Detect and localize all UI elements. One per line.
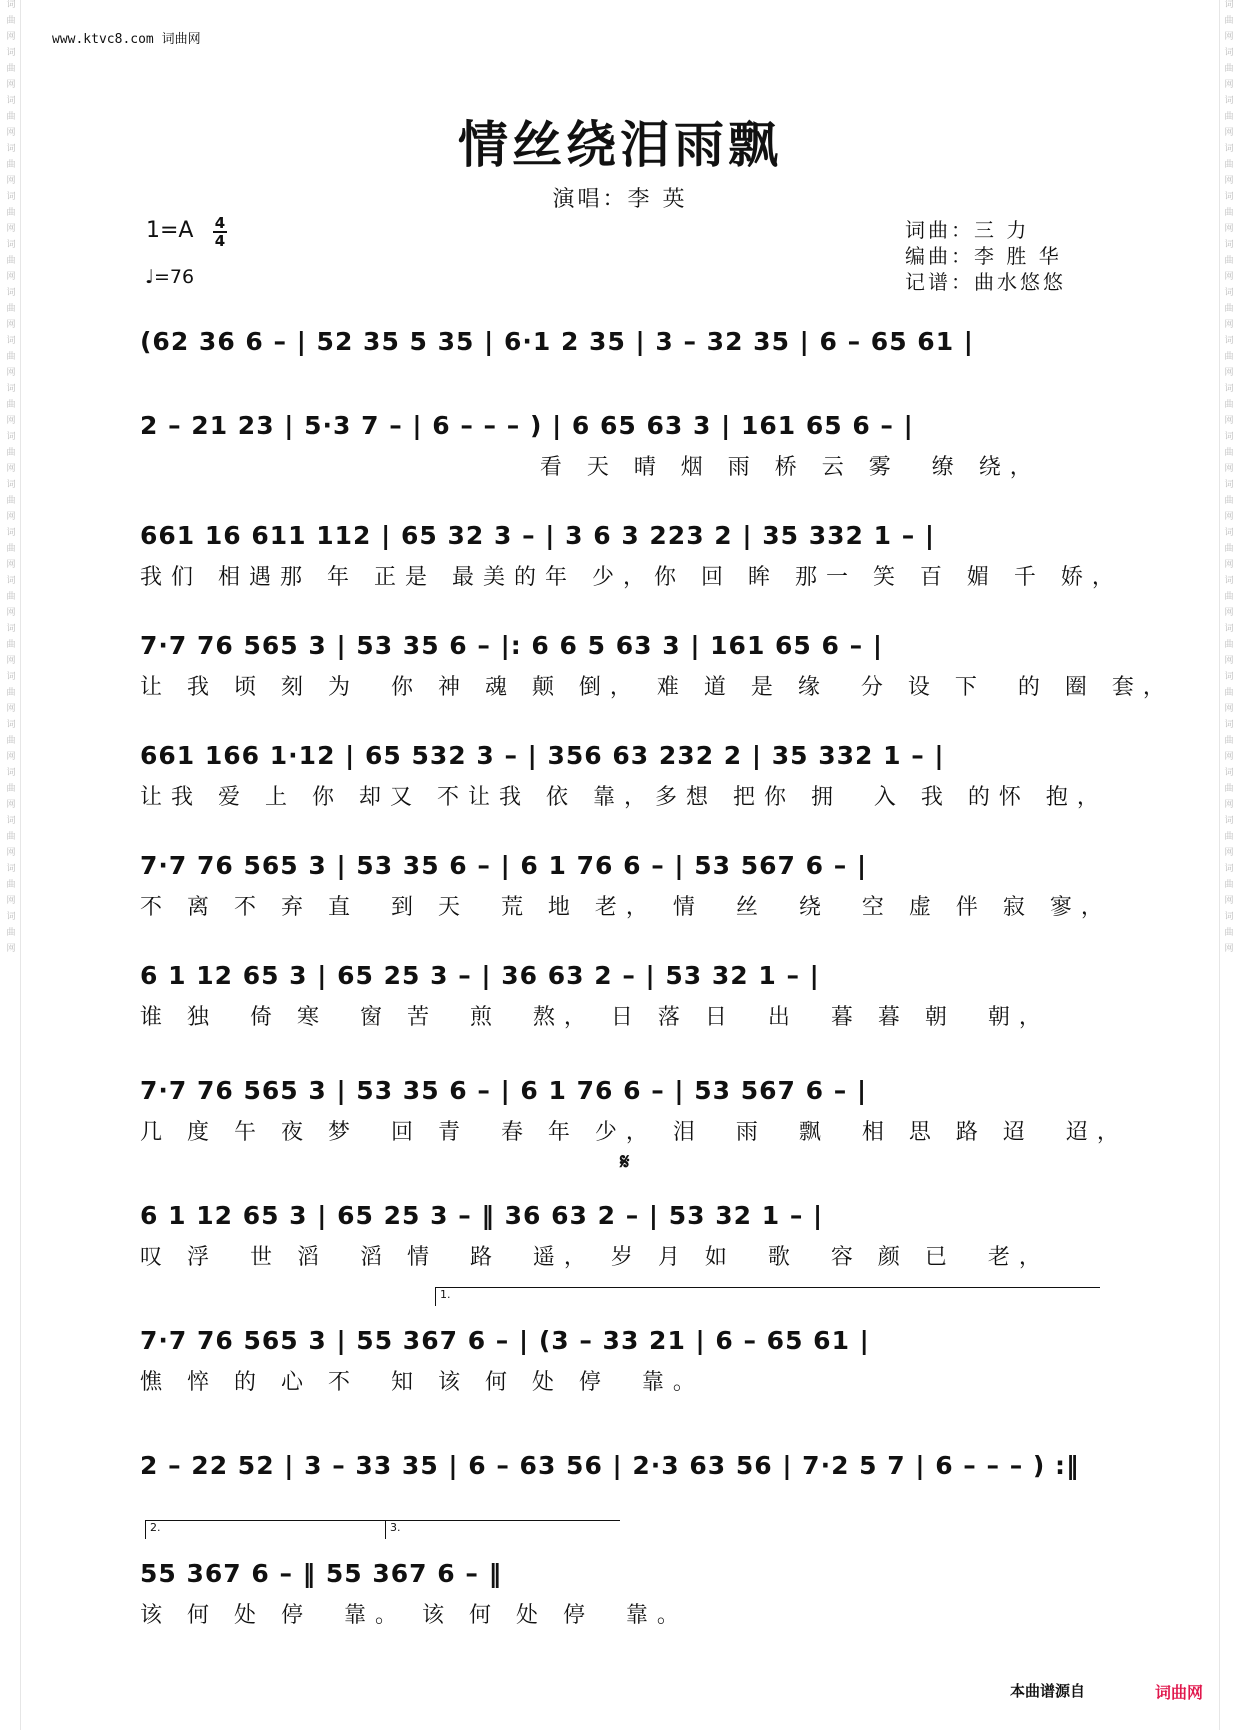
watermark-char: 网	[1224, 224, 1234, 234]
watermark-char: 词	[6, 720, 16, 730]
watermark-char: 词	[1224, 0, 1234, 10]
watermark-char: 词	[6, 96, 16, 106]
watermark-char: 网	[1224, 896, 1234, 906]
watermark-char: 曲	[6, 352, 16, 362]
watermark-char: 网	[1224, 464, 1234, 474]
watermark-char: 曲	[1224, 64, 1234, 74]
watermark-char: 曲	[1224, 448, 1234, 458]
watermark-char: 曲	[1224, 640, 1234, 650]
watermark-char: 网	[6, 80, 16, 90]
lyrics-line: 让我 爱 上 你 却又 不让我 依 靠，多想 把你 拥 入 我 的怀 抱，	[140, 785, 1108, 810]
score-system-8	[140, 1055, 1128, 1160]
watermark-char: 曲	[1224, 304, 1234, 314]
lyrics-line: 几 度 午 夜 梦 回 青 春 年 少， 泪 雨 飘 相 思 路 迢 迢，	[140, 1120, 1128, 1145]
right-watermark-strip	[1219, 0, 1238, 1730]
watermark-char: 网	[1224, 608, 1234, 618]
notation-line: 661 16 611 112 | 65 32 3 – | 3 6 3 223 2 | 35 332 1 – |	[140, 521, 936, 550]
watermark-char: 词	[6, 48, 16, 58]
watermark-char: 网	[6, 896, 16, 906]
tempo-marking: ♩=76	[145, 266, 195, 288]
watermark-char: 词	[6, 288, 16, 298]
notation-line: 6 1 12 65 3 | 65 25 3 – | 36 63 2 – | 53 32 1 – |	[140, 961, 820, 990]
watermark-char: 网	[6, 464, 16, 474]
watermark-char: 网	[6, 704, 16, 714]
watermark-char: 网	[6, 416, 16, 426]
notation-line: 661 166 1·12 | 65 532 3 – | 356 63 232 2 | 35 332 1 – |	[140, 741, 945, 770]
footer-site-logo[interactable]: 词曲网	[1155, 1683, 1204, 1702]
watermark-char: 网	[1224, 944, 1234, 954]
watermark-char: 网	[1224, 176, 1234, 186]
notation-line: 7·7 76 565 3 | 53 35 6 – |: 6 6 5 63 3 | 161 65 6 – |	[140, 631, 883, 660]
watermark-char: 词	[6, 528, 16, 538]
key-signature: 1=A	[146, 218, 194, 243]
lyrics-line: 叹 浮 世 滔 滔 情 路 遥， 岁 月 如 歌 容 颜 已 老，	[140, 1245, 1050, 1270]
watermark-char: 曲	[1224, 736, 1234, 746]
score-system-7	[140, 940, 1095, 1045]
watermark-char: 曲	[6, 832, 16, 842]
watermark-char: 曲	[6, 208, 16, 218]
watermark-char: 网	[1224, 848, 1234, 858]
watermark-char: 词	[6, 672, 16, 682]
watermark-char: 词	[6, 336, 16, 346]
watermark-char: 网	[1224, 416, 1234, 426]
watermark-char: 网	[6, 656, 16, 666]
watermark-char: 词	[1224, 720, 1234, 730]
watermark-char: 网	[1224, 512, 1234, 522]
score-system-2	[140, 390, 1095, 495]
watermark-char: 网	[6, 560, 16, 570]
watermark-char: 词	[1224, 144, 1234, 154]
site-url[interactable]: www.ktvc8.com 词曲网	[52, 32, 201, 47]
watermark-char: 网	[6, 368, 16, 378]
watermark-char: 网	[1224, 32, 1234, 42]
watermark-char: 词	[1224, 864, 1234, 874]
lyrics-line: 看 天 晴 烟 雨 桥 云 雾 缭 绕，	[140, 455, 1041, 480]
watermark-char: 网	[6, 272, 16, 282]
watermark-char: 词	[6, 624, 16, 634]
score-system-9	[140, 1180, 1095, 1285]
watermark-char: 词	[1224, 96, 1234, 106]
watermark-char: 词	[1224, 624, 1234, 634]
watermark-char: 词	[1224, 576, 1234, 586]
score-system-4	[140, 610, 1174, 715]
time-sig-bottom: 4	[214, 232, 226, 250]
notation-line: 7·7 76 565 3 | 55 367 6 – | (3 – 33 21 | 6 – 65 61 |	[140, 1326, 870, 1355]
watermark-char: 曲	[1224, 496, 1234, 506]
watermark-char: 曲	[6, 496, 16, 506]
credit-lyricist: 词曲：三 力	[905, 218, 1030, 242]
footer-source-label: 本曲谱源自	[1010, 1682, 1086, 1700]
watermark-char: 网	[1224, 272, 1234, 282]
watermark-char: 曲	[1224, 208, 1234, 218]
watermark-char: 网	[6, 512, 16, 522]
watermark-char: 词	[1224, 528, 1234, 538]
notation-line: 7·7 76 565 3 | 53 35 6 – | 6 1 76 6 – | 53 567 6 – |	[140, 851, 868, 880]
watermark-char: 曲	[1224, 400, 1234, 410]
watermark-char: 曲	[1224, 928, 1234, 938]
notation-line: 2 – 21 23 | 5·3 7 – | 6 – – – ) | 6 65 63 3 | 161 65 6 – |	[140, 411, 914, 440]
watermark-char: 曲	[1224, 256, 1234, 266]
watermark-char: 词	[1224, 240, 1234, 250]
volta-3: 3.	[385, 1520, 620, 1539]
watermark-char: 曲	[1224, 112, 1234, 122]
lyrics-line: 憔 悴 的 心 不 知 该 何 处 停 靠。	[140, 1370, 704, 1395]
watermark-char: 网	[1224, 368, 1234, 378]
watermark-char: 词	[6, 480, 16, 490]
watermark-char: 词	[6, 192, 16, 202]
watermark-char: 网	[1224, 704, 1234, 714]
watermark-char: 曲	[6, 880, 16, 890]
segno-sign: 𝄋	[620, 1150, 630, 1175]
watermark-char: 曲	[6, 736, 16, 746]
watermark-char: 词	[1224, 288, 1234, 298]
watermark-char: 网	[1224, 752, 1234, 762]
watermark-char: 网	[1224, 320, 1234, 330]
watermark-char: 词	[1224, 672, 1234, 682]
watermark-char: 曲	[1224, 16, 1234, 26]
watermark-char: 网	[6, 608, 16, 618]
singer-line: 演唱：李 英	[552, 187, 688, 212]
watermark-char: 曲	[6, 688, 16, 698]
lyrics-line: 不 离 不 弃 直 到 天 荒 地 老， 情 丝 绕 空 虚 伴 寂 寥，	[140, 895, 1112, 920]
watermark-char: 网	[6, 848, 16, 858]
volta-2: 2.	[145, 1520, 385, 1539]
watermark-char: 曲	[6, 640, 16, 650]
credit-arranger: 编曲：李 胜 华	[905, 244, 1062, 268]
watermark-char: 曲	[1224, 832, 1234, 842]
watermark-char: 曲	[6, 544, 16, 554]
watermark-char: 词	[6, 0, 16, 10]
notation-line: (62 36 6 – | 52 35 5 35 | 6·1 2 35 | 3 – 32 35 | 6 – 65 61 |	[140, 327, 974, 356]
watermark-char: 曲	[1224, 592, 1234, 602]
watermark-char: 网	[6, 32, 16, 42]
watermark-char: 曲	[1224, 880, 1234, 890]
watermark-char: 词	[6, 816, 16, 826]
credit-transcriber: 记谱：曲水悠悠	[905, 270, 1066, 294]
watermark-char: 曲	[6, 304, 16, 314]
watermark-char: 曲	[1224, 688, 1234, 698]
watermark-char: 网	[1224, 560, 1234, 570]
song-title: 情丝绕泪雨飘	[458, 115, 782, 174]
watermark-char: 网	[1224, 800, 1234, 810]
watermark-char: 词	[6, 864, 16, 874]
watermark-char: 网	[6, 800, 16, 810]
watermark-char: 曲	[6, 160, 16, 170]
watermark-char: 网	[6, 176, 16, 186]
volta-1: 1.	[435, 1287, 1100, 1306]
watermark-char: 词	[1224, 192, 1234, 202]
watermark-char: 曲	[6, 400, 16, 410]
watermark-char: 网	[6, 320, 16, 330]
watermark-char: 词	[1224, 336, 1234, 346]
lyrics-line: 该 何 处 停 靠。 该 何 处 停 靠。	[140, 1603, 688, 1628]
watermark-char: 曲	[6, 784, 16, 794]
watermark-char: 词	[1224, 912, 1234, 922]
watermark-char: 词	[6, 240, 16, 250]
watermark-char: 词	[1224, 480, 1234, 490]
watermark-char: 词	[1224, 48, 1234, 58]
watermark-char: 曲	[1224, 544, 1234, 554]
lyrics-line: 我们 相遇那 年 正是 最美的年 少，你 回 眸 那一 笑 百 媚 千 娇，	[140, 565, 1123, 590]
watermark-char: 曲	[6, 592, 16, 602]
lyrics-line: 谁 独 倚 寒 窗 苦 煎 熬， 日 落 日 出 暮 暮 朝 朝，	[140, 1005, 1050, 1030]
watermark-char: 曲	[1224, 784, 1234, 794]
left-watermark-strip	[2, 0, 21, 1730]
watermark-char: 词	[1224, 768, 1234, 778]
watermark-char: 网	[1224, 80, 1234, 90]
notation-line: 7·7 76 565 3 | 53 35 6 – | 6 1 76 6 – | 53 567 6 – |	[140, 1076, 868, 1105]
watermark-char: 词	[6, 144, 16, 154]
watermark-char: 网	[6, 752, 16, 762]
watermark-char: 词	[6, 768, 16, 778]
watermark-char: 词	[6, 576, 16, 586]
watermark-char: 词	[6, 432, 16, 442]
watermark-char: 网	[6, 224, 16, 234]
watermark-char: 曲	[6, 928, 16, 938]
watermark-char: 网	[6, 128, 16, 138]
watermark-char: 网	[1224, 656, 1234, 666]
score-system-3	[140, 500, 1123, 605]
notation-line: 2 – 22 52 | 3 – 33 35 | 6 – 63 56 | 2·3 63 56 | 7·2 5 7 | 6 – – – ) :‖	[140, 1451, 1080, 1480]
watermark-char: 曲	[6, 112, 16, 122]
score-system-12	[140, 1521, 1095, 1643]
score-system-5	[140, 720, 1108, 825]
notation-line: 55 367 6 – ‖ 55 367 6 – ‖	[140, 1559, 503, 1588]
watermark-char: 网	[1224, 128, 1234, 138]
watermark-char: 词	[6, 384, 16, 394]
lyrics-line: 让 我 顷 刻 为 你 神 魂 颠 倒， 难 道 是 缘 分 设 下 的 圈 套，	[140, 675, 1174, 700]
watermark-char: 词	[6, 912, 16, 922]
watermark-char: 曲	[6, 16, 16, 26]
watermark-char: 词	[1224, 384, 1234, 394]
score-system-6	[140, 830, 1112, 935]
watermark-char: 词	[1224, 816, 1234, 826]
watermark-char: 曲	[6, 64, 16, 74]
notation-line: 6 1 12 65 3 | 65 25 3 – ‖ 36 63 2 – | 53 32 1 – |	[140, 1201, 824, 1230]
time-signature	[213, 216, 227, 248]
watermark-char: 词	[1224, 432, 1234, 442]
watermark-char: 曲	[1224, 352, 1234, 362]
time-sig-top: 4	[214, 214, 226, 232]
score-system-10	[140, 1288, 1095, 1410]
watermark-char: 曲	[1224, 160, 1234, 170]
watermark-char: 曲	[6, 448, 16, 458]
watermark-char: 网	[6, 944, 16, 954]
watermark-char: 曲	[6, 256, 16, 266]
